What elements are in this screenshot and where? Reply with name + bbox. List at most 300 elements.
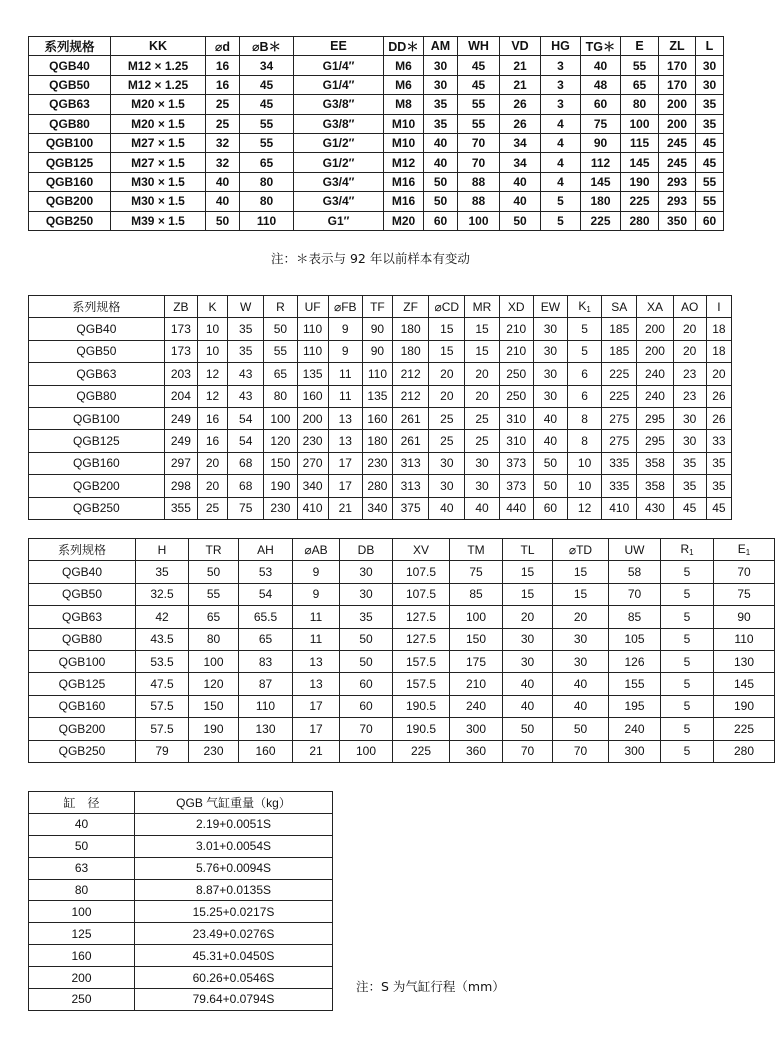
value-cell: 293 xyxy=(659,192,696,211)
value-cell: 110 xyxy=(362,363,392,385)
value-cell: 18 xyxy=(706,318,731,340)
value-cell: 280 xyxy=(621,211,659,230)
column-header: ⌀TD xyxy=(553,539,609,561)
value-cell: 20 xyxy=(706,363,731,385)
value-cell: 90 xyxy=(581,133,621,152)
header-subscript: 1 xyxy=(586,305,591,315)
value-cell: 190.5 xyxy=(393,718,450,740)
row-label-cell: 100 xyxy=(29,901,135,923)
column-header: $R_1$ xyxy=(661,539,714,561)
value-cell: 5 xyxy=(661,650,714,672)
value-cell: 40 xyxy=(581,56,621,75)
value-cell: M20 xyxy=(384,211,424,230)
row-label-cell: 250 xyxy=(29,989,135,1011)
table-row xyxy=(29,340,732,362)
table-row xyxy=(29,606,775,628)
value-cell: G3/4″ xyxy=(294,192,384,211)
column-header: L xyxy=(696,37,724,56)
value-cell: 110 xyxy=(297,340,328,362)
value-cell: 60 xyxy=(340,673,393,695)
value-cell: 40 xyxy=(533,407,567,429)
value-cell: 50 xyxy=(500,211,541,230)
value-cell: 9 xyxy=(328,340,362,362)
value-cell: 35 xyxy=(673,452,706,474)
value-cell: 15 xyxy=(553,561,609,583)
header-subscript: 1 xyxy=(745,548,751,558)
cylinder-weight-table xyxy=(28,791,333,1011)
table-row xyxy=(29,628,775,650)
column-header: AO xyxy=(673,296,706,318)
row-label-cell: QGB125 xyxy=(29,430,165,452)
value-cell: 5 xyxy=(567,318,601,340)
value-cell: 5 xyxy=(541,211,581,230)
value-cell: 135 xyxy=(362,385,392,407)
value-cell: 225 xyxy=(602,385,637,407)
value-cell: 127.5 xyxy=(393,606,450,628)
value-cell: 32 xyxy=(206,153,240,172)
value-cell: 40 xyxy=(533,430,567,452)
value-cell: 45 xyxy=(673,497,706,519)
value-cell: 16 xyxy=(197,407,227,429)
value-cell: 410 xyxy=(602,497,637,519)
value-cell: 6 xyxy=(567,363,601,385)
value-cell: 11 xyxy=(328,363,362,385)
value-cell: 275 xyxy=(602,407,637,429)
value-cell: 30 xyxy=(553,628,609,650)
value-cell: 170 xyxy=(659,56,696,75)
value-cell: 53 xyxy=(239,561,293,583)
row-label-cell: QGB200 xyxy=(29,475,165,497)
value-cell: 26 xyxy=(500,114,541,133)
value-cell: 65 xyxy=(240,153,294,172)
value-cell: 35 xyxy=(228,340,264,362)
table-row xyxy=(29,430,732,452)
value-cell: 225 xyxy=(581,211,621,230)
value-cell: 30 xyxy=(696,75,724,94)
value-cell: 60 xyxy=(424,211,458,230)
value-cell: 30 xyxy=(503,650,553,672)
value-cell: 105 xyxy=(609,628,661,650)
column-header: AM xyxy=(424,37,458,56)
value-cell: 65 xyxy=(189,606,239,628)
value-cell: 88 xyxy=(458,172,500,191)
value-cell: M16 xyxy=(384,192,424,211)
value-cell: 150 xyxy=(450,628,503,650)
value-cell: 100 xyxy=(340,740,393,762)
row-label-cell: QGB50 xyxy=(29,75,111,94)
value-cell: 35 xyxy=(136,561,189,583)
value-cell: 240 xyxy=(609,718,661,740)
value-cell: 373 xyxy=(499,475,533,497)
value-cell: 5 xyxy=(567,340,601,362)
value-cell: 68 xyxy=(228,475,264,497)
value-cell: 60 xyxy=(340,695,393,717)
value-cell: 30 xyxy=(673,430,706,452)
table-row xyxy=(29,561,775,583)
value-cell: 85 xyxy=(609,606,661,628)
value-cell: 75 xyxy=(714,583,775,605)
value-cell: 110 xyxy=(714,628,775,650)
value-cell: 245 xyxy=(659,133,696,152)
value-cell: 70 xyxy=(553,740,609,762)
value-cell: 180 xyxy=(393,340,429,362)
value-cell: 250 xyxy=(499,385,533,407)
value-cell: 16 xyxy=(197,430,227,452)
value-cell: 15 xyxy=(553,583,609,605)
column-header: AH xyxy=(239,539,293,561)
row-label-cell: 50 xyxy=(29,835,135,857)
value-cell: 6 xyxy=(567,385,601,407)
value-cell: G3/8″ xyxy=(294,114,384,133)
table-row xyxy=(29,192,724,211)
value-cell: 80 xyxy=(189,628,239,650)
value-cell: 261 xyxy=(393,407,429,429)
value-cell: 10 xyxy=(567,475,601,497)
value-cell: 43.5 xyxy=(136,628,189,650)
value-cell: M30 × 1.5 xyxy=(111,192,206,211)
column-header: TG＊ xyxy=(581,37,621,56)
value-cell: 70 xyxy=(503,740,553,762)
row-label-cell: 160 xyxy=(29,945,135,967)
value-cell: 23 xyxy=(673,385,706,407)
value-cell: 100 xyxy=(264,407,297,429)
column-header: ⌀d xyxy=(206,37,240,56)
value-cell: 70 xyxy=(458,153,500,172)
value-cell: 358 xyxy=(637,452,673,474)
row-label-cell: QGB100 xyxy=(29,407,165,429)
column-header: SA xyxy=(602,296,637,318)
value-cell: 440 xyxy=(499,497,533,519)
value-cell: G3/8″ xyxy=(294,95,384,114)
value-cell: 68 xyxy=(228,452,264,474)
row-label-cell: QGB160 xyxy=(29,695,136,717)
table-row xyxy=(29,318,732,340)
value-cell: 210 xyxy=(499,318,533,340)
value-cell: 190 xyxy=(189,718,239,740)
value-cell: 249 xyxy=(164,430,197,452)
value-cell: 145 xyxy=(581,172,621,191)
value-cell: 8.87+0.0135S xyxy=(135,879,333,901)
value-cell: 360 xyxy=(450,740,503,762)
value-cell: 35 xyxy=(706,475,731,497)
value-cell: 13 xyxy=(293,650,340,672)
table-row xyxy=(29,452,732,474)
column-header: WH xyxy=(458,37,500,56)
value-cell: 57.5 xyxy=(136,718,189,740)
value-cell: 145 xyxy=(714,673,775,695)
row-label-cell: QGB100 xyxy=(29,650,136,672)
table-row xyxy=(29,945,333,967)
table-header-row xyxy=(29,792,333,814)
value-cell: 50 xyxy=(533,452,567,474)
column-header: XD xyxy=(499,296,533,318)
value-cell: 212 xyxy=(393,363,429,385)
table-row xyxy=(29,740,775,762)
column-header: ⌀FB xyxy=(328,296,362,318)
value-cell: 8 xyxy=(567,430,601,452)
value-cell: 11 xyxy=(328,385,362,407)
column-header: $E_1$ xyxy=(714,539,775,561)
table-row xyxy=(29,75,724,94)
value-cell: 60 xyxy=(581,95,621,114)
table-row xyxy=(29,879,333,901)
table-row xyxy=(29,363,732,385)
value-cell: 11 xyxy=(293,606,340,628)
value-cell: 48 xyxy=(581,75,621,94)
value-cell: 32 xyxy=(206,133,240,152)
row-label-cell: QGB125 xyxy=(29,153,111,172)
value-cell: 55 xyxy=(189,583,239,605)
table-row xyxy=(29,650,775,672)
value-cell: 12 xyxy=(567,497,601,519)
value-cell: 25 xyxy=(429,430,465,452)
value-cell: 20 xyxy=(429,385,465,407)
value-cell: 200 xyxy=(637,318,673,340)
value-cell: 100 xyxy=(450,606,503,628)
value-cell: 107.5 xyxy=(393,561,450,583)
value-cell: 110 xyxy=(239,695,293,717)
value-cell: 30 xyxy=(465,475,499,497)
value-cell: 298 xyxy=(164,475,197,497)
value-cell: 212 xyxy=(393,385,429,407)
value-cell: M39 × 1.5 xyxy=(111,211,206,230)
value-cell: 210 xyxy=(499,340,533,362)
value-cell: 203 xyxy=(164,363,197,385)
value-cell: 35 xyxy=(424,114,458,133)
value-cell: 45 xyxy=(240,75,294,94)
value-cell: 3 xyxy=(541,75,581,94)
value-cell: 45 xyxy=(240,95,294,114)
value-cell: 40 xyxy=(206,172,240,191)
value-cell: 20 xyxy=(465,385,499,407)
value-cell: 35 xyxy=(228,318,264,340)
table-row xyxy=(29,133,724,152)
value-cell: 16 xyxy=(206,75,240,94)
table-row xyxy=(29,114,724,133)
value-cell: 127.5 xyxy=(393,628,450,650)
column-header: W xyxy=(228,296,264,318)
value-cell: 30 xyxy=(340,561,393,583)
value-cell: 240 xyxy=(637,363,673,385)
value-cell: 26 xyxy=(500,95,541,114)
value-cell: 5 xyxy=(661,718,714,740)
value-cell: M20 × 1.5 xyxy=(111,95,206,114)
value-cell: 30 xyxy=(429,452,465,474)
value-cell: 195 xyxy=(609,695,661,717)
column-header: ⌀CD xyxy=(429,296,465,318)
value-cell: 80 xyxy=(264,385,297,407)
value-cell: 160 xyxy=(297,385,328,407)
value-cell: 9 xyxy=(293,561,340,583)
value-cell: 20 xyxy=(553,606,609,628)
value-cell: 25 xyxy=(206,95,240,114)
value-cell: 45 xyxy=(458,75,500,94)
value-cell: 75 xyxy=(450,561,503,583)
table-row xyxy=(29,673,775,695)
value-cell: 34 xyxy=(500,153,541,172)
value-cell: 204 xyxy=(164,385,197,407)
value-cell: 20 xyxy=(197,475,227,497)
value-cell: 55 xyxy=(696,172,724,191)
value-cell: 210 xyxy=(450,673,503,695)
value-cell: 9 xyxy=(328,318,362,340)
column-header: EW xyxy=(533,296,567,318)
table-row xyxy=(29,172,724,191)
column-header: $K_1$ xyxy=(567,296,601,318)
value-cell: 358 xyxy=(637,475,673,497)
value-cell: M12 × 1.25 xyxy=(111,75,206,94)
value-cell: 87 xyxy=(239,673,293,695)
value-cell: 34 xyxy=(500,133,541,152)
value-cell: 200 xyxy=(659,114,696,133)
table-row xyxy=(29,857,333,879)
value-cell: M27 × 1.5 xyxy=(111,133,206,152)
value-cell: 80 xyxy=(240,172,294,191)
column-header: 系列规格 xyxy=(29,37,111,56)
row-label-cell: QGB160 xyxy=(29,452,165,474)
column-header: UF xyxy=(297,296,328,318)
column-header: TM xyxy=(450,539,503,561)
value-cell: 110 xyxy=(240,211,294,230)
value-cell: 4 xyxy=(541,172,581,191)
value-cell: G1/2″ xyxy=(294,153,384,172)
value-cell: 40 xyxy=(503,695,553,717)
value-cell: 5 xyxy=(661,740,714,762)
value-cell: 4 xyxy=(541,133,581,152)
value-cell: 200 xyxy=(297,407,328,429)
row-label-cell: QGB63 xyxy=(29,363,165,385)
table-row xyxy=(29,835,333,857)
column-header: KK xyxy=(111,37,206,56)
value-cell: 190 xyxy=(714,695,775,717)
value-cell: 130 xyxy=(239,718,293,740)
value-cell: 261 xyxy=(393,430,429,452)
value-cell: 55 xyxy=(621,56,659,75)
value-cell: 300 xyxy=(609,740,661,762)
value-cell: 54 xyxy=(239,583,293,605)
column-header: E xyxy=(621,37,659,56)
value-cell: 230 xyxy=(189,740,239,762)
table-row xyxy=(29,475,732,497)
value-cell: 15.25+0.0217S xyxy=(135,901,333,923)
value-cell: 20 xyxy=(673,340,706,362)
value-cell: 30 xyxy=(424,75,458,94)
column-header: R xyxy=(264,296,297,318)
value-cell: 110 xyxy=(297,318,328,340)
value-cell: 3 xyxy=(541,56,581,75)
value-cell: 50 xyxy=(533,475,567,497)
value-cell: 30 xyxy=(533,318,567,340)
value-cell: 40 xyxy=(500,172,541,191)
value-cell: 200 xyxy=(659,95,696,114)
row-label-cell: QGB200 xyxy=(29,192,111,211)
value-cell: 55 xyxy=(240,114,294,133)
value-cell: G3/4″ xyxy=(294,172,384,191)
row-label-cell: 63 xyxy=(29,857,135,879)
value-cell: 47.5 xyxy=(136,673,189,695)
value-cell: 18 xyxy=(706,340,731,362)
column-header: TR xyxy=(189,539,239,561)
value-cell: 130 xyxy=(714,650,775,672)
column-header: EE xyxy=(294,37,384,56)
column-header: H xyxy=(136,539,189,561)
value-cell: 20 xyxy=(197,452,227,474)
value-cell: 70 xyxy=(714,561,775,583)
value-cell: M20 × 1.5 xyxy=(111,114,206,133)
value-cell: 65.5 xyxy=(239,606,293,628)
value-cell: 43 xyxy=(228,385,264,407)
value-cell: 100 xyxy=(458,211,500,230)
value-cell: 245 xyxy=(659,153,696,172)
value-cell: 120 xyxy=(264,430,297,452)
value-cell: 30 xyxy=(340,583,393,605)
row-label-cell: 200 xyxy=(29,967,135,989)
value-cell: M12 × 1.25 xyxy=(111,56,206,75)
row-label-cell: QGB80 xyxy=(29,385,165,407)
value-cell: 430 xyxy=(637,497,673,519)
value-cell: 15 xyxy=(429,340,465,362)
table-header-row xyxy=(29,296,732,318)
value-cell: 173 xyxy=(164,340,197,362)
value-cell: 21 xyxy=(500,75,541,94)
column-header: ZB xyxy=(164,296,197,318)
value-cell: 90 xyxy=(362,340,392,362)
value-cell: 249 xyxy=(164,407,197,429)
value-cell: 90 xyxy=(714,606,775,628)
value-cell: 65 xyxy=(264,363,297,385)
row-label-cell: QGB160 xyxy=(29,172,111,191)
value-cell: 54 xyxy=(228,430,264,452)
table-row xyxy=(29,211,724,230)
value-cell: 340 xyxy=(297,475,328,497)
value-cell: 35 xyxy=(673,475,706,497)
dimensions-table-3 xyxy=(28,538,775,763)
value-cell: 335 xyxy=(602,452,637,474)
value-cell: 40 xyxy=(500,192,541,211)
table-row xyxy=(29,695,775,717)
column-header: DB xyxy=(340,539,393,561)
row-label-cell: 40 xyxy=(29,813,135,835)
column-header: ZL xyxy=(659,37,696,56)
value-cell: 13 xyxy=(328,407,362,429)
value-cell: M27 × 1.5 xyxy=(111,153,206,172)
value-cell: 112 xyxy=(581,153,621,172)
value-cell: 45 xyxy=(706,497,731,519)
column-header: ZF xyxy=(393,296,429,318)
value-cell: 150 xyxy=(189,695,239,717)
column-header: 系列规格 xyxy=(29,296,165,318)
value-cell: 65 xyxy=(621,75,659,94)
value-cell: G1/2″ xyxy=(294,133,384,152)
value-cell: 23.49+0.0276S xyxy=(135,923,333,945)
value-cell: 190.5 xyxy=(393,695,450,717)
value-cell: 45.31+0.0450S xyxy=(135,945,333,967)
value-cell: 280 xyxy=(362,475,392,497)
value-cell: 45 xyxy=(696,153,724,172)
table-row xyxy=(29,385,732,407)
value-cell: 135 xyxy=(297,363,328,385)
value-cell: 170 xyxy=(659,75,696,94)
table-header-row xyxy=(29,539,775,561)
value-cell: 30 xyxy=(424,56,458,75)
value-cell: 250 xyxy=(499,363,533,385)
column-header: I xyxy=(706,296,731,318)
value-cell: 185 xyxy=(602,318,637,340)
value-cell: 115 xyxy=(621,133,659,152)
row-label-cell: QGB100 xyxy=(29,133,111,152)
value-cell: 53.5 xyxy=(136,650,189,672)
value-cell: 54 xyxy=(228,407,264,429)
